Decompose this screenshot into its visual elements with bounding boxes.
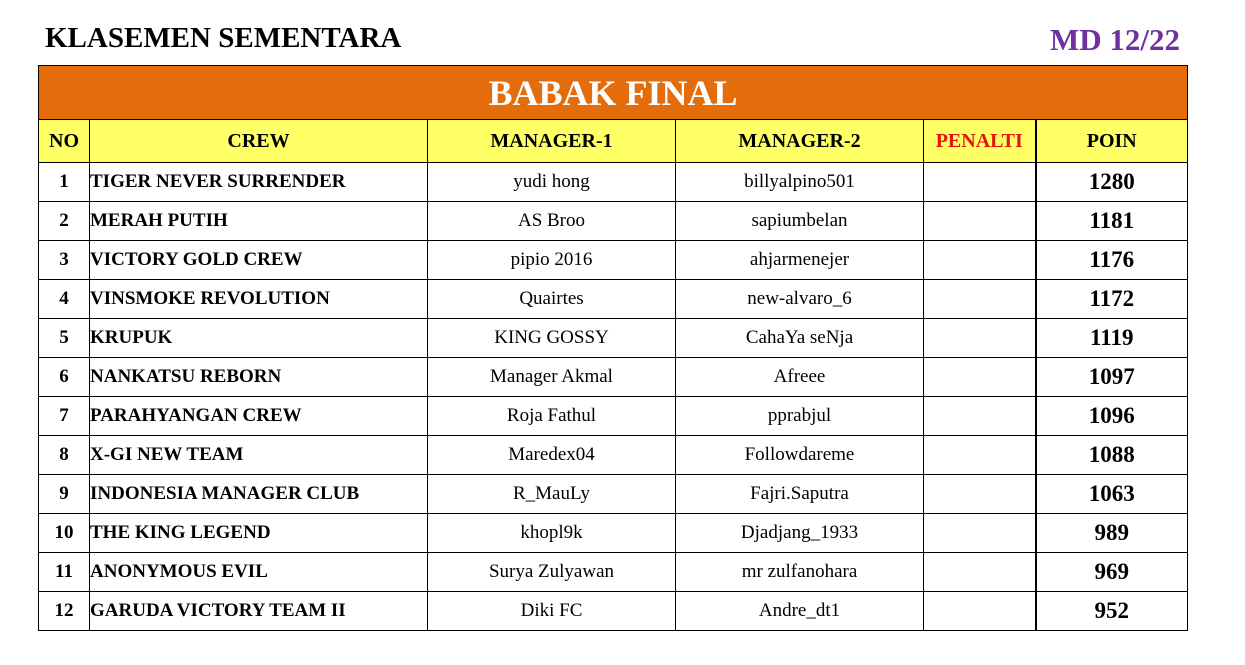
table-row — [39, 475, 1188, 514]
column-header-manager-2: MANAGER-2 — [676, 120, 924, 163]
cell-poin: 989 — [1036, 514, 1188, 553]
table-row — [39, 397, 1188, 436]
page-title: KLASEMEN SEMENTARA — [45, 22, 402, 54]
cell-penalti — [924, 241, 1036, 280]
cell-no: 10 — [39, 514, 90, 553]
cell-manager-2: ahjarmenejer — [676, 241, 924, 280]
cell-no: 8 — [39, 436, 90, 475]
table-row — [39, 553, 1188, 592]
cell-crew: X-GI NEW TEAM — [90, 436, 428, 475]
cell-manager-2: Followdareme — [676, 436, 924, 475]
banner-title: BABAK FINAL — [39, 66, 1188, 120]
cell-crew: INDONESIA MANAGER CLUB — [90, 475, 428, 514]
cell-crew: TIGER NEVER SURRENDER — [90, 163, 428, 202]
cell-no: 6 — [39, 358, 90, 397]
cell-manager-1: pipio 2016 — [428, 241, 676, 280]
cell-manager-1: Surya Zulyawan — [428, 553, 676, 592]
column-header-manager-1: MANAGER-1 — [428, 120, 676, 163]
cell-penalti — [924, 319, 1036, 358]
standings-table — [38, 65, 1188, 631]
cell-poin: 1181 — [1036, 202, 1188, 241]
cell-manager-2: CahaYa seNja — [676, 319, 924, 358]
cell-penalti — [924, 397, 1036, 436]
cell-manager-1: Quairtes — [428, 280, 676, 319]
cell-penalti — [924, 553, 1036, 592]
cell-crew: KRUPUK — [90, 319, 428, 358]
cell-manager-1: khopl9k — [428, 514, 676, 553]
cell-manager-1: Roja Fathul — [428, 397, 676, 436]
cell-penalti — [924, 475, 1036, 514]
cell-poin: 1176 — [1036, 241, 1188, 280]
cell-manager-2: Djadjang_1933 — [676, 514, 924, 553]
table-row — [39, 202, 1188, 241]
cell-poin: 1280 — [1036, 163, 1188, 202]
column-header-no: NO — [39, 120, 90, 163]
cell-no: 1 — [39, 163, 90, 202]
cell-no: 3 — [39, 241, 90, 280]
cell-crew: THE KING LEGEND — [90, 514, 428, 553]
table-row — [39, 319, 1188, 358]
cell-manager-2: mr zulfanohara — [676, 553, 924, 592]
cell-penalti — [924, 514, 1036, 553]
cell-manager-2: Fajri.Saputra — [676, 475, 924, 514]
cell-manager-1: yudi hong — [428, 163, 676, 202]
table-row — [39, 241, 1188, 280]
matchday-label: MD 12/22 — [1049, 22, 1180, 57]
cell-manager-1: Diki FC — [428, 592, 676, 631]
cell-poin: 1172 — [1036, 280, 1188, 319]
table-row — [39, 358, 1188, 397]
cell-manager-1: R_MauLy — [428, 475, 676, 514]
table-row — [39, 163, 1188, 202]
table-row — [39, 280, 1188, 319]
cell-crew: VICTORY GOLD CREW — [90, 241, 428, 280]
cell-manager-1: Manager Akmal — [428, 358, 676, 397]
cell-poin: 1088 — [1036, 436, 1188, 475]
cell-poin: 952 — [1036, 592, 1188, 631]
cell-no: 2 — [39, 202, 90, 241]
column-header-penalti: PENALTI — [924, 120, 1036, 163]
cell-manager-2: pprabjul — [676, 397, 924, 436]
cell-manager-2: Afreee — [676, 358, 924, 397]
cell-poin: 969 — [1036, 553, 1188, 592]
cell-poin: 1096 — [1036, 397, 1188, 436]
cell-poin: 1063 — [1036, 475, 1188, 514]
cell-no: 9 — [39, 475, 90, 514]
cell-crew: NANKATSU REBORN — [90, 358, 428, 397]
cell-manager-1: KING GOSSY — [428, 319, 676, 358]
cell-no: 11 — [39, 553, 90, 592]
column-header-crew: CREW — [90, 120, 428, 163]
cell-no: 7 — [39, 397, 90, 436]
cell-penalti — [924, 592, 1036, 631]
banner-row — [39, 66, 1188, 120]
cell-manager-2: new-alvaro_6 — [676, 280, 924, 319]
cell-no: 4 — [39, 280, 90, 319]
cell-poin: 1097 — [1036, 358, 1188, 397]
header-row — [39, 120, 1188, 163]
cell-crew: GARUDA VICTORY TEAM II — [90, 592, 428, 631]
cell-manager-1: Maredex04 — [428, 436, 676, 475]
cell-poin: 1119 — [1036, 319, 1188, 358]
cell-penalti — [924, 202, 1036, 241]
cell-penalti — [924, 358, 1036, 397]
cell-crew: ANONYMOUS EVIL — [90, 553, 428, 592]
cell-manager-1: AS Broo — [428, 202, 676, 241]
cell-crew: VINSMOKE REVOLUTION — [90, 280, 428, 319]
table-row — [39, 436, 1188, 475]
cell-manager-2: sapiumbelan — [676, 202, 924, 241]
table-body — [39, 163, 1188, 631]
cell-no: 5 — [39, 319, 90, 358]
cell-crew: MERAH PUTIH — [90, 202, 428, 241]
cell-no: 12 — [39, 592, 90, 631]
cell-manager-2: billyalpino501 — [676, 163, 924, 202]
cell-penalti — [924, 280, 1036, 319]
table-row — [39, 514, 1188, 553]
cell-crew: PARAHYANGAN CREW — [90, 397, 428, 436]
cell-manager-2: Andre_dt1 — [676, 592, 924, 631]
column-header-poin: POIN — [1036, 120, 1188, 163]
cell-penalti — [924, 436, 1036, 475]
cell-penalti — [924, 163, 1036, 202]
table-row — [39, 592, 1188, 631]
